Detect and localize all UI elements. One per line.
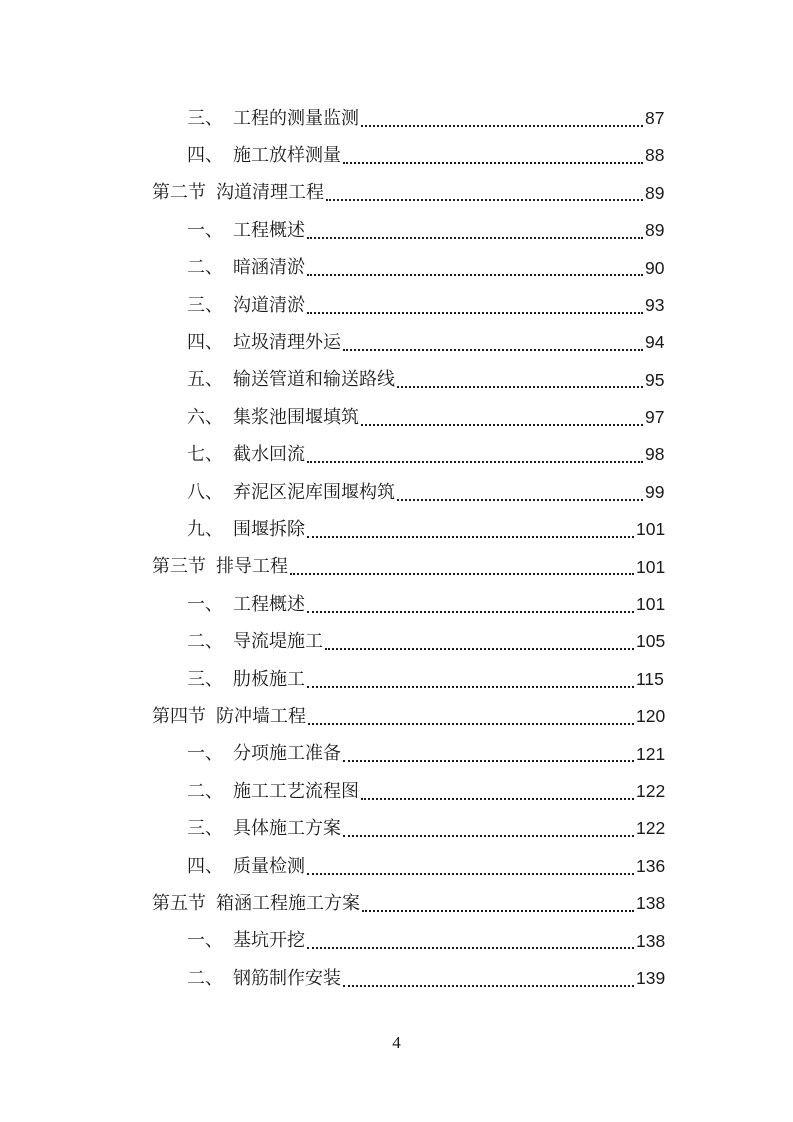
toc-entry-page: 120 [636,706,666,727]
toc-entry[interactable] [0,100,793,137]
toc-entry-page: 138 [636,930,666,951]
toc-entry-page: 89 [645,220,665,241]
toc-entry-label: 四、 施工放样测量 [187,145,341,167]
toc-entry[interactable] [0,923,793,960]
toc-section-entry[interactable] [0,175,793,212]
toc-entry[interactable] [0,287,793,324]
toc-entry-label: 七、 截水回流 [187,444,305,466]
dot-leader [326,195,643,201]
toc-section-entry[interactable] [0,549,793,586]
toc-entry[interactable] [0,586,793,623]
toc-entry-label: 二、 导流堤施工 [187,631,323,653]
dot-leader [343,158,643,164]
dot-leader [290,569,634,575]
toc-entry[interactable] [0,810,793,847]
toc-section-entry[interactable] [0,698,793,735]
toc-entry[interactable] [0,399,793,436]
toc-entry-label: 第二节 沟道清理工程 [152,182,324,204]
toc-entry-page: 94 [645,332,665,353]
toc-entry-page: 99 [645,481,665,502]
toc-entry-page: 101 [636,519,666,540]
toc-entry-label: 第四节 防冲墙工程 [152,705,306,727]
dot-leader [325,644,634,650]
toc-entry[interactable] [0,960,793,997]
toc-entry-page: 139 [636,967,666,988]
toc-entry[interactable] [0,623,793,660]
toc-entry-page: 105 [636,631,666,652]
toc-entry[interactable] [0,137,793,174]
toc-entry-label: 一、 工程概述 [187,219,305,241]
dot-leader [343,981,634,987]
toc-entry-label: 六、 集浆池围堰填筑 [187,406,359,428]
toc-entry-page: 87 [645,107,665,128]
dot-leader [361,420,643,426]
dot-leader [307,532,634,538]
toc-entry-page: 122 [636,818,666,839]
toc-entry-label: 二、 暗涵清淤 [187,257,305,279]
toc-entry-label: 一、 工程概述 [187,593,305,615]
dot-leader [307,233,643,239]
toc-entry-page: 95 [645,369,665,390]
dot-leader [307,270,643,276]
toc-entry-page: 97 [645,407,665,428]
toc-entry[interactable] [0,736,793,773]
table-of-contents [0,100,793,997]
toc-entry-page: 90 [645,257,665,278]
dot-leader [307,308,643,314]
toc-entry-page: 88 [645,145,665,166]
dot-leader [343,345,643,351]
toc-entry-label: 三、 工程的测量监测 [187,107,359,129]
toc-entry[interactable] [0,474,793,511]
toc-entry-page: 98 [645,444,665,465]
toc-entry-label: 二、 施工工艺流程图 [187,780,359,802]
toc-entry[interactable] [0,848,793,885]
dot-leader [308,719,634,725]
toc-entry-page: 93 [645,294,665,315]
dot-leader [307,457,643,463]
dot-leader [362,906,634,912]
toc-entry-label: 三、 沟道清淤 [187,294,305,316]
toc-entry-page: 121 [636,743,666,764]
toc-entry-label: 五、 输送管道和输送路线 [187,369,395,391]
toc-entry-label: 一、 分项施工准备 [187,743,341,765]
dot-leader [307,943,634,949]
dot-leader [361,794,634,800]
toc-entry-page: 101 [636,594,666,615]
toc-entry-label: 八、 弃泥区泥库围堰构筑 [187,481,395,503]
dot-leader [361,121,643,127]
toc-entry-page: 136 [636,855,666,876]
toc-entry[interactable] [0,511,793,548]
toc-entry-label: 第三节 排导工程 [152,556,288,578]
dot-leader [343,831,634,837]
dot-leader [397,495,643,501]
toc-entry-page: 122 [636,780,666,801]
toc-entry-page: 101 [636,556,666,577]
toc-entry[interactable] [0,773,793,810]
toc-entry[interactable] [0,661,793,698]
dot-leader [397,382,643,388]
toc-entry[interactable] [0,250,793,287]
toc-entry[interactable] [0,362,793,399]
dot-leader [307,682,634,688]
toc-entry[interactable] [0,437,793,474]
toc-entry-label: 一、 基坑开挖 [187,930,305,952]
dot-leader [307,869,634,875]
toc-entry-label: 二、 钢筋制作安装 [187,967,341,989]
toc-section-entry[interactable] [0,885,793,922]
toc-entry-label: 三、 具体施工方案 [187,818,341,840]
toc-entry[interactable] [0,324,793,361]
toc-entry-page: 115 [636,668,664,689]
toc-entry-page: 138 [636,893,666,914]
toc-entry-page: 89 [645,182,665,203]
dot-leader [307,607,634,613]
dot-leader [343,756,634,762]
toc-entry-label: 九、 围堰拆除 [187,518,305,540]
toc-entry-label: 第五节 箱涵工程施工方案 [152,892,360,914]
toc-entry[interactable] [0,212,793,249]
toc-entry-label: 四、 质量检测 [187,855,305,877]
toc-entry-label: 四、 垃圾清理外运 [187,332,341,354]
toc-entry-label: 三、 肋板施工 [187,668,305,690]
page-number: 4 [392,1033,401,1052]
